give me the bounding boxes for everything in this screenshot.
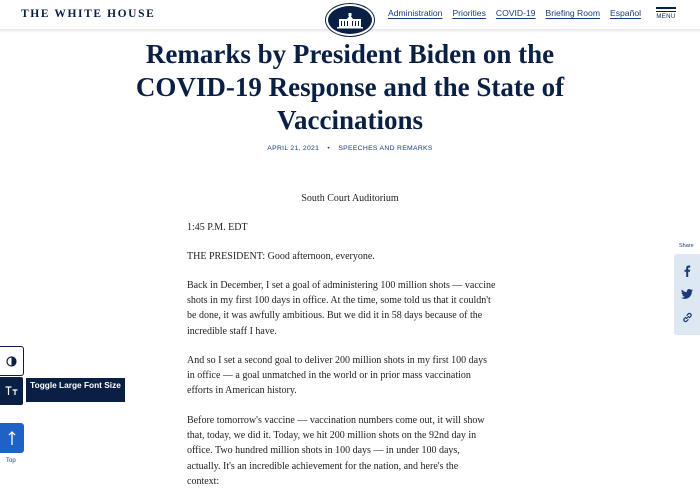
title-line: COVID-19 Response and the State of — [135, 72, 565, 102]
site-title-link[interactable]: THE WHITE HOUSE — [21, 8, 156, 20]
nav-espanol[interactable]: Español — [609, 8, 642, 18]
paragraph-line: context: — [187, 475, 220, 487]
menu-button[interactable] — [655, 7, 677, 20]
paragraph-line: incredible staff I have. — [187, 325, 277, 337]
paragraph-line: that, today, we did it. Today, we hit 200 million shots on the 92nd day in — [187, 430, 477, 442]
paragraph — [187, 353, 522, 399]
article-meta — [0, 145, 700, 152]
arrow-up-icon — [8, 430, 16, 446]
paragraph-line: shots in my first 100 days in office. At the time, some told us that it couldn't — [187, 295, 491, 307]
paragraph-line: in office — a goal unmatched in the world or in prior mass vaccination — [187, 370, 471, 382]
nav-priorities[interactable]: Priorities — [452, 8, 486, 18]
paragraph-line: Back in December, I set a goal of administering 100 million shots — vaccine — [187, 280, 496, 291]
contrast-icon — [6, 356, 17, 367]
toggle-large-font-button[interactable] — [0, 376, 24, 406]
twitter-icon — [681, 289, 693, 299]
paragraph-line: be done, it was awfully ambitious. But we did it in 58 days because of the — [187, 310, 483, 322]
back-to-top-button[interactable] — [0, 423, 24, 453]
facebook-icon — [682, 265, 692, 277]
title-line: Vaccinations — [276, 105, 424, 135]
speech-time: 1:45 P.M. EDT — [187, 222, 248, 233]
share-copy-link-button[interactable] — [674, 306, 700, 328]
share-twitter-button[interactable] — [674, 283, 700, 305]
nav-administration[interactable]: Administration — [388, 8, 443, 18]
menu-label: MENU — [656, 14, 676, 20]
paragraph — [187, 249, 522, 264]
title-line: Remarks by President Biden on the — [145, 39, 555, 69]
paragraph — [187, 278, 522, 339]
main-nav — [388, 8, 651, 18]
font-size-icon — [5, 386, 18, 396]
share-rail — [674, 254, 700, 335]
article-category-link[interactable]: SPEECHES AND REMARKS — [338, 145, 433, 152]
paragraph-line: THE PRESIDENT: Good afternoon, everyone. — [187, 251, 375, 262]
link-icon — [682, 312, 693, 323]
paragraph-line: And so I set a second goal to deliver 200 million shots in my first 100 days — [187, 355, 487, 366]
font-size-tooltip: Toggle Large Font Size — [26, 378, 125, 402]
menu-bar-icon — [656, 7, 676, 9]
top-label: Top — [6, 458, 16, 464]
white-house-logo[interactable] — [326, 4, 374, 36]
toggle-contrast-button[interactable] — [0, 346, 24, 376]
page-title — [110, 38, 590, 137]
speech-location: South Court Auditorium — [301, 193, 399, 204]
paragraph-line: Before tomorrow's vaccine — vaccination numbers come out, it will show — [187, 415, 485, 426]
paragraph — [187, 413, 522, 489]
paragraph-line: actually. It's an incredible achievement for the nation, and here's the — [187, 460, 459, 472]
paragraph-line: efforts in American history. — [187, 385, 297, 397]
white-house-icon — [328, 6, 372, 34]
meta-separator: • — [327, 145, 331, 152]
share-label: Share — [679, 243, 694, 249]
nav-covid-19[interactable]: COVID-19 — [495, 8, 536, 18]
nav-briefing-room[interactable]: Briefing Room — [545, 8, 600, 18]
share-facebook-button[interactable] — [674, 260, 700, 282]
article-date: APRIL 21, 2021 — [267, 145, 320, 152]
menu-bar-icon — [656, 11, 676, 13]
paragraph-line: office. Two hundred million shots in 100 days — in under 100 days, — [187, 445, 460, 457]
